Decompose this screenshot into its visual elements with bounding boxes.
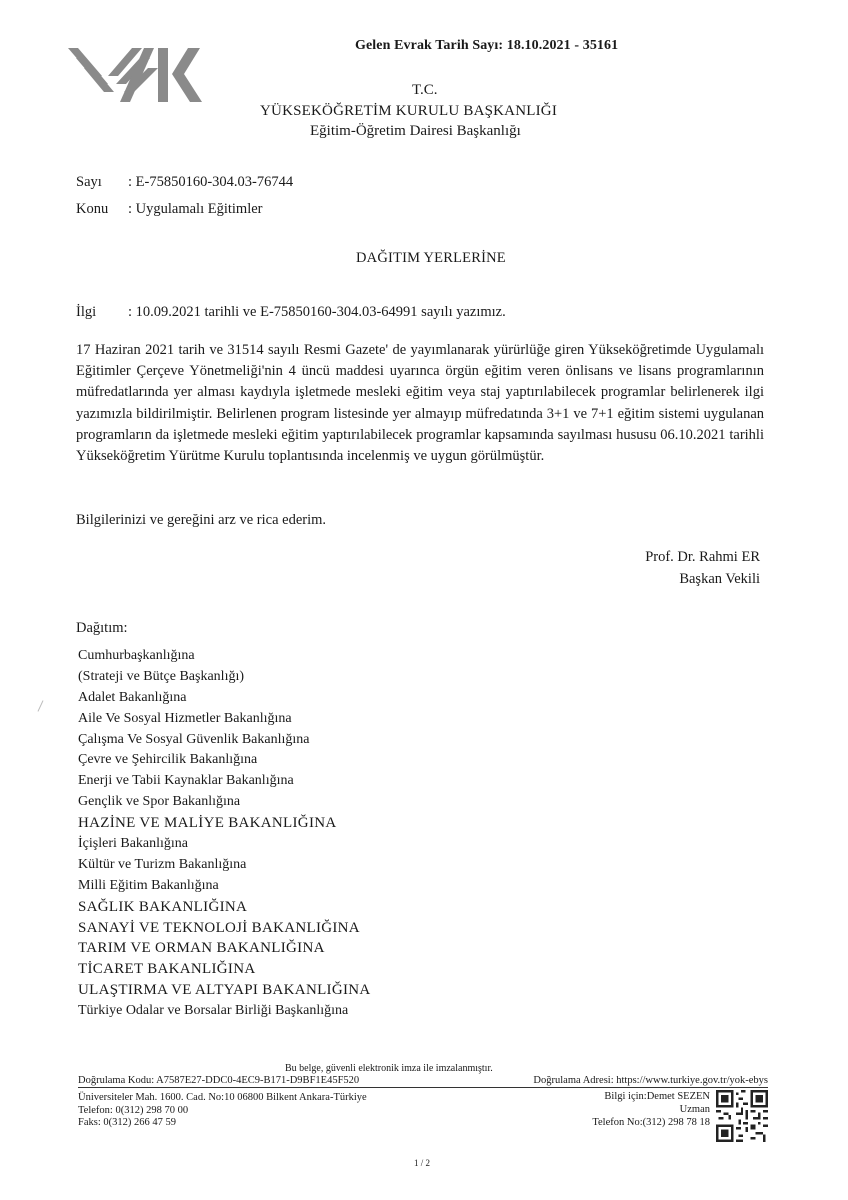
reference-value: : 10.09.2021 tarihli ve E-75850160-304.03-64991 sayılı yazımız. [128, 304, 506, 320]
sayi-value: : E-75850160-304.03-76744 [128, 174, 294, 190]
distribution-item: SAĞLIK BAKANLIĞINA [78, 898, 248, 915]
pen-mark [38, 700, 44, 711]
contact-phone: Telefon No:(312) 298 78 18 [592, 1117, 710, 1128]
phone-number: Telefon: 0(312) 298 70 00 [78, 1104, 189, 1116]
distribution-item: TARIM VE ORMAN BAKANLIĞINA [78, 940, 325, 957]
distribution-item: Milli Eğitim Bakanlığına [78, 877, 219, 893]
contact-person: Bilgi için:Demet SEZEN [604, 1091, 710, 1102]
distribution-item: Enerji ve Tabii Kaynaklar Bakanlığına [78, 773, 294, 789]
distribution-item: İçişleri Bakanlığına [78, 836, 189, 852]
distribution-list [78, 646, 371, 1022]
address-block [78, 1092, 367, 1130]
distribution-item: Kültür ve Turizm Bakanlığına [78, 856, 247, 872]
konu-value: : Uygulamalı Eğitimler [128, 201, 263, 217]
body-paragraph: 17 Haziran 2021 tarih ve 31514 sayılı Resmi Gazete' de yayımlanarak yürürlüğe giren Yükseköğretimde Uygulamalı Eğitimler Çerçeve Yönetmeliği'nin 4 üncü maddesi uyarınca örgün eğitim veren önlisans ve lisans programlarının müfredatlarında yer alması kaydıyla işletmede mesleki eğitim veya staj yaptırılabilecek programlar belirlenerek ilgi yazımızla bildirilmiştir. Belirlenen program listesinde yer almayıp müfredatında 3+1 ve 7+1 eğitim sistemi uygulanan programların da işletmede mesleki eğitim yaptırılabilecek programlar kapsamında sayılması hususu 06.10.2021 tarihli Yükseköğretim Yürütme Kurulu toplantısında incelenmiş ve uygun görülmüştür. [76, 342, 764, 465]
qr-code-icon [716, 1090, 768, 1142]
verification-line [78, 1075, 768, 1088]
sayi-row [76, 174, 293, 191]
distribution-item: Adalet Bakanlığına [78, 689, 187, 705]
distribution-item: ULAŞTIRMA VE ALTYAPI BAKANLIĞINA [78, 982, 371, 999]
verification-address: Doğrulama Adresi: https://www.turkiye.gov.tr/yok-ebys [533, 1075, 768, 1086]
signature-block [600, 546, 760, 590]
tc-heading: T.C. [412, 82, 438, 98]
distribution-item: Türkiye Odalar ve Borsalar Birliği Başkanlığına [78, 1003, 349, 1019]
department-name: Eğitim-Öğretim Dairesi Başkanlığı [310, 123, 521, 139]
distribution-item: Çalışma Ve Sosyal Güvenlik Bakanlığına [78, 731, 310, 747]
distribution-item: Aile Ve Sosyal Hizmetler Bakanlığına [78, 710, 292, 726]
esign-note: Bu belge, güvenli elektronik imza ile imzalanmıştır. [285, 1063, 493, 1074]
signatory-name: Prof. Dr. Rahmi ER [645, 549, 760, 565]
distribution-label: Dağıtım: [76, 620, 128, 636]
konu-label: Konu [76, 201, 109, 217]
incoming-document-stamp: Gelen Evrak Tarih Sayı: 18.10.2021 - 35161 [355, 38, 619, 53]
fax-number: Faks: 0(312) 266 47 59 [78, 1117, 176, 1128]
distribution-item: Cumhurbaşkanlığına [78, 648, 195, 663]
institution-name: YÜKSEKÖĞRETİM KURULU BAŞKANLIĞI [260, 103, 558, 119]
postal-address: Üniversiteler Mah. 1600. Cad. No:10 06800 Bilkent Ankara-Türkiye [78, 1092, 367, 1103]
signatory-title: Başkan Vekili [679, 571, 760, 587]
distribution-item: (Strateji ve Bütçe Başkanlığı) [78, 668, 245, 684]
reference-row [76, 304, 506, 321]
distribution-item: Gençlik ve Spor Bakanlığına [78, 794, 241, 810]
konu-row [76, 201, 263, 218]
distribution-item: TİCARET BAKANLIĞINA [78, 961, 256, 978]
addressee-title: DAĞITIM YERLERİNE [356, 250, 506, 266]
distribution-item: HAZİNE VE MALİYE BAKANLIĞINA [78, 815, 337, 832]
distribution-item: Çevre ve Şehircilik Bakanlığına [78, 752, 258, 768]
contact-block [540, 1090, 710, 1129]
reference-label: İlgi [76, 304, 97, 320]
closing-sentence: Bilgilerinizi ve gereğini arz ve rica ederim. [76, 512, 327, 528]
sayi-label: Sayı [76, 174, 102, 190]
yok-logo [68, 44, 202, 106]
distribution-item: SANAYİ VE TEKNOLOJİ BAKANLIĞINA [78, 919, 360, 936]
verification-code: Doğrulama Kodu: A7587E27-DDC0-4EC9-B171-D9BF1E45F520 [78, 1075, 360, 1086]
contact-title: Uzman [679, 1104, 710, 1115]
page-number: 1 / 2 [414, 1158, 431, 1168]
